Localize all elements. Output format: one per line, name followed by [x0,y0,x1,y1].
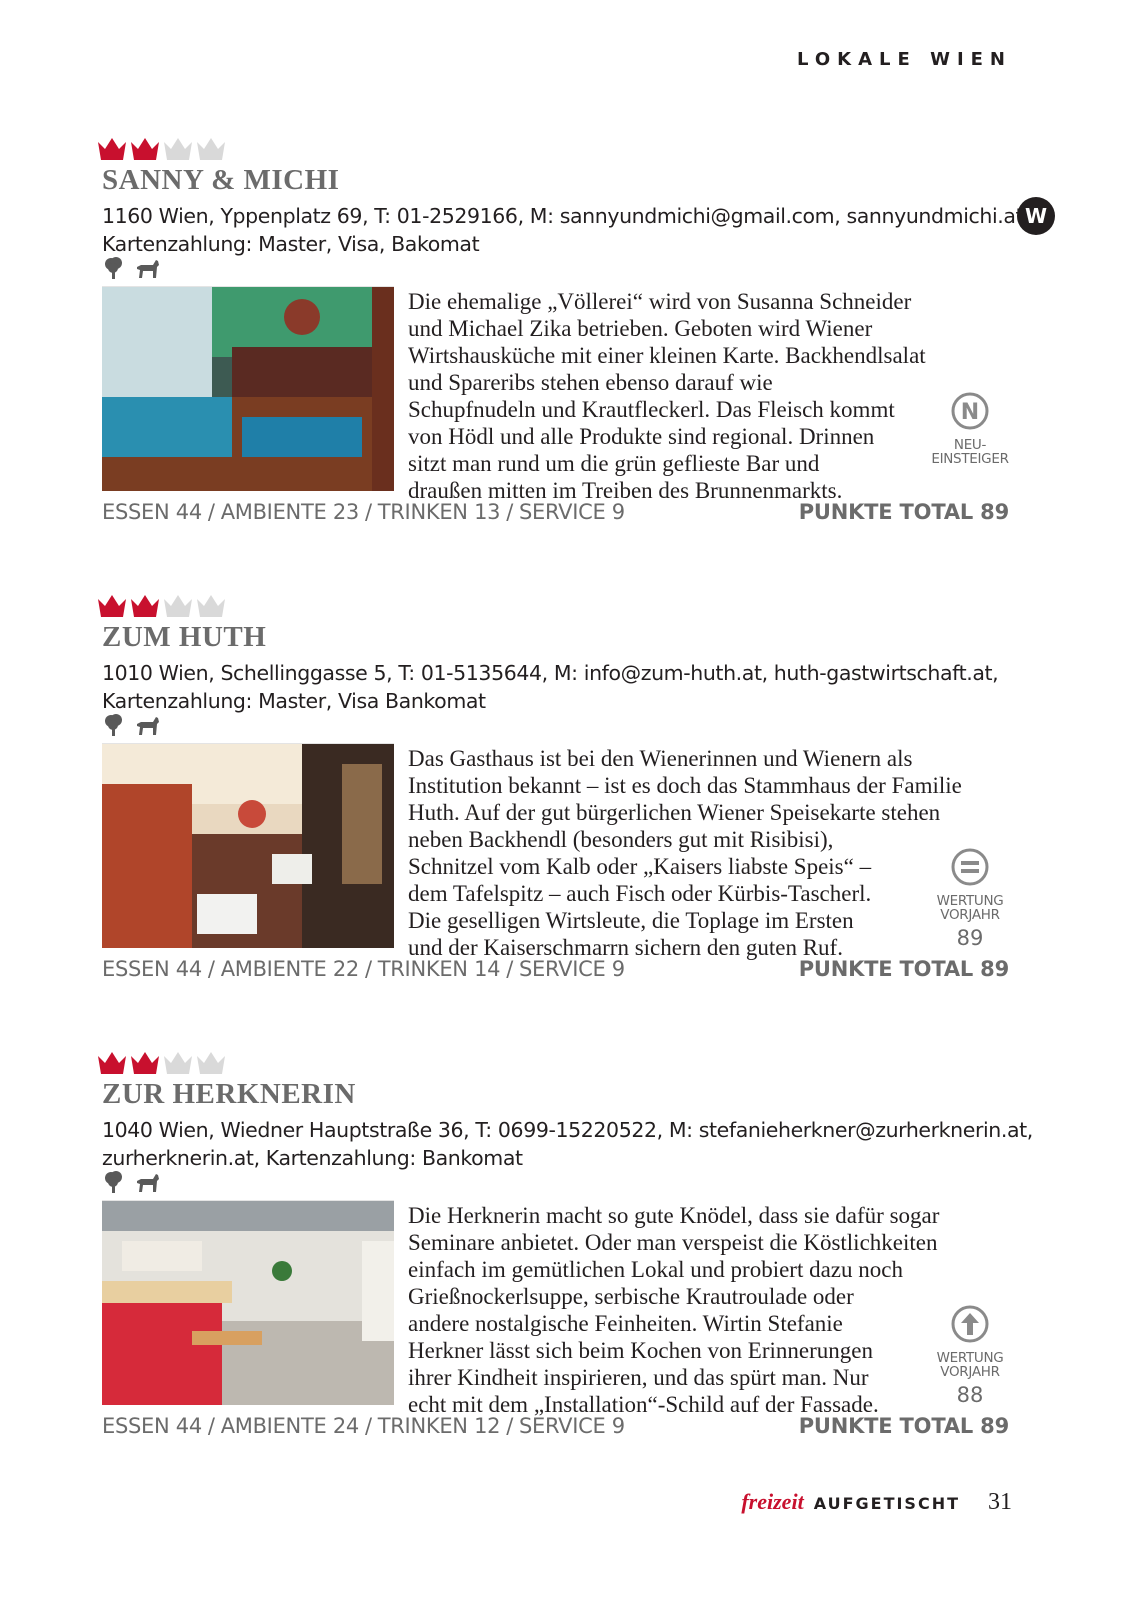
description-line: ihrer Kindheit inspirieren, und das spürt man. Nur [408,1365,869,1390]
amenities [102,1170,160,1194]
description-line: Schupfnudeln und Krautfleckerl. Das Fleisch kommt [408,397,895,422]
amenities [102,256,160,280]
score-ambiente: AMBIENTE 22 [220,957,359,981]
tree-icon [102,1170,128,1194]
crown-rating [96,136,228,166]
dog-icon [134,1170,160,1194]
crown-filled-icon [96,1050,128,1076]
status-badge [930,391,1010,466]
crown-filled-icon [96,593,128,619]
description-line: Huth. Auf der gut bürgerlichen Wiener Speisekarte stehen [408,800,941,825]
score-trinken: TRINKEN 14 [377,957,501,981]
score-essen: ESSEN 44 [102,1414,202,1438]
crown-empty-icon [162,136,194,162]
description-line: Herkner lässt sich beim Kochen von Erinnerungen [408,1338,873,1363]
restaurant-entry [102,136,1030,586]
page-number: 31 [988,1489,1012,1515]
address-line: 1040 Wien, Wiedner Hauptstraße 36, T: 0699-15220522, M: stefanieherkner@zurherknerin.at, [102,1118,1033,1142]
score-breakdown: ESSEN 44 / AMBIENTE 24 / TRINKEN 12 / SERVICE 9 [102,1414,625,1438]
crown-filled-icon [129,593,161,619]
payment-line: Kartenzahlung: Master, Visa, Bakomat [102,232,480,256]
description-line: sitzt man rund um die grün geflieste Bar und [408,451,820,476]
description-line: und Michael Zika betrieben. Geboten wird Wiener [408,316,873,341]
restaurant-photo [102,1200,394,1405]
description-line: Schnitzel vom Kalb oder „Kaisers liabste Speis“ – [408,854,872,879]
crown-filled-icon [129,1050,161,1076]
restaurant-name: ZUR HERKNERIN [102,1078,356,1110]
crown-filled-icon [96,136,128,162]
new-entry-icon [950,391,990,431]
tree-icon [102,256,128,280]
address-line: 1010 Wien, Schellinggasse 5, T: 01-5135644, M: info@zum-huth.at, huth-gastwirtschaft.at, [102,661,999,685]
restaurant-name: ZUM HUTH [102,621,267,653]
restaurant-entry [102,1050,1033,1500]
description-line: und der Kaiserschmarrn sichern den guten Ruf. [408,935,843,960]
restaurant-address [102,1116,1033,1172]
restaurant-description [408,288,1020,504]
score-breakdown: ESSEN 44 / AMBIENTE 23 / TRINKEN 13 / SERVICE 9 [102,500,625,524]
restaurant-description [408,1202,1020,1418]
payment-line: Kartenzahlung: Master, Visa Bankomat [102,689,486,713]
total-score: PUNKTE TOTAL 89 [798,500,1009,524]
total-score: PUNKTE TOTAL 89 [798,957,1009,981]
description-line: von Hödl und alle Produkte sind regional. Drinnen [408,424,875,449]
score-trinken: TRINKEN 13 [377,500,501,524]
crown-empty-icon [195,593,227,619]
brand-logo: freizeit [741,1489,804,1514]
crown-empty-icon [195,1050,227,1076]
equal-icon [950,847,990,887]
description-line: Institution bekannt – ist es doch das Stammhaus der Familie [408,773,962,798]
score-service: SERVICE 9 [518,500,625,524]
status-badge [930,1304,1010,1407]
crown-filled-icon [129,136,161,162]
description-line: Seminare anbietet. Oder man verspeist die Köstlichkeiten [408,1230,938,1255]
description-line: andere nostalgische Feinheiten. Wirtin Stefanie [408,1311,843,1336]
score-service: SERVICE 9 [518,957,625,981]
description-line: Grießnockerlsuppe, serbische Krautroulade oder [408,1284,854,1309]
amenities [102,713,160,737]
score-ambiente: AMBIENTE 24 [220,1414,359,1438]
crown-rating [96,1050,228,1080]
restaurant-entry [102,593,1030,1043]
badge-label: WERTUNG VORJAHR [936,893,1004,923]
description-line: dem Tafelspitz – auch Fisch oder Kürbis-Tascherl. [408,881,872,906]
restaurant-description [408,745,1020,961]
crown-empty-icon [195,136,227,162]
dog-icon [134,256,160,280]
description-line: echt mit dem „Installation“-Schild auf der Fassade. [408,1392,879,1417]
arrow-up-icon [950,1304,990,1344]
description-line: Die ehemalige „Völlerei“ wird von Susanna Schneider [408,289,912,314]
previous-score: 88 [956,1383,984,1407]
previous-score: 89 [956,926,984,950]
tree-icon [102,713,128,737]
badge-label: NEU- EINSTEIGER [931,437,1009,467]
description-line: und Spareribs stehen ebenso darauf wie [408,370,773,395]
score-essen: ESSEN 44 [102,500,202,524]
description-line: neben Backhendl (besonders gut mit Risibisi), [408,827,834,852]
description-line: draußen mitten im Treiben des Brunnenmarkts. [408,478,843,503]
score-trinken: TRINKEN 12 [377,1414,501,1438]
description-line: Die geselligen Wirtsleute, die Toplage im Ersten [408,908,854,933]
description-line: Das Gasthaus ist bei den Wienerinnen und Wienern als [408,746,913,771]
description-line: Wirtshausküche mit einer kleinen Karte. Backhendlsalat [408,343,926,368]
svg-text:N: N [960,400,980,425]
payment-line: zurherknerin.at, Kartenzahlung: Bankomat [102,1146,523,1170]
description-line: einfach im gemütlichen Lokal und probiert dazu noch [408,1257,903,1282]
magazine-name: AUFGETISCHT [813,1494,960,1513]
restaurant-address [102,202,1030,258]
restaurant-address [102,659,1007,715]
total-score: PUNKTE TOTAL 89 [798,1414,1009,1438]
crown-empty-icon [162,593,194,619]
score-essen: ESSEN 44 [102,957,202,981]
page-footer [741,1489,1012,1516]
restaurant-name: SANNY & MICHI [102,164,340,196]
restaurant-photo [102,743,394,948]
address-line: 1160 Wien, Yppenplatz 69, T: 01-2529166, M: sannyundmichi@gmail.com, sannyundmichi.at, [102,204,1030,228]
score-service: SERVICE 9 [518,1414,625,1438]
restaurant-photo [102,286,394,491]
badge-label: WERTUNG VORJAHR [936,1350,1004,1380]
crown-rating [96,593,228,623]
score-breakdown: ESSEN 44 / AMBIENTE 22 / TRINKEN 14 / SERVICE 9 [102,957,625,981]
wien-badge: W [1017,197,1055,235]
section-label: LOKALE WIEN [797,49,1012,70]
status-badge [930,847,1010,950]
score-ambiente: AMBIENTE 23 [220,500,359,524]
crown-empty-icon [162,1050,194,1076]
description-line: Die Herknerin macht so gute Knödel, dass sie dafür sogar [408,1203,940,1228]
dog-icon [134,713,160,737]
